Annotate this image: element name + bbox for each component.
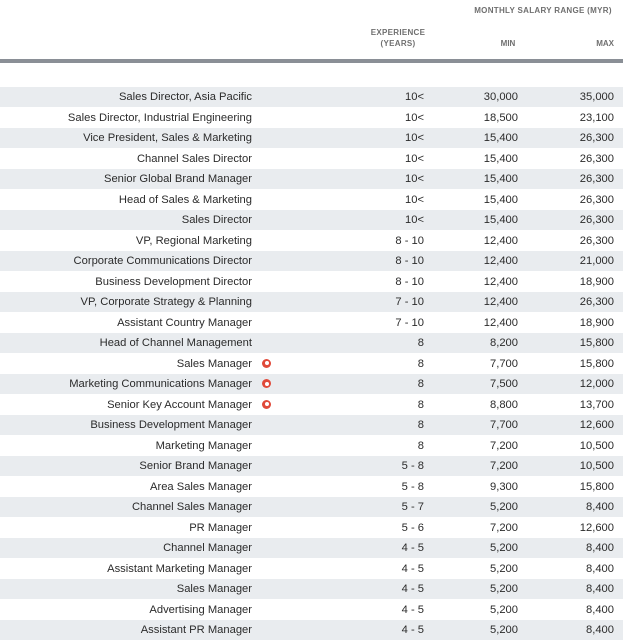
salary-max: 26,300 xyxy=(579,193,614,206)
job-title: Channel Sales Director xyxy=(136,152,252,165)
job-title: Marketing Manager xyxy=(155,439,252,452)
job-title: Senior Brand Manager xyxy=(139,460,252,472)
salary-min: 30,000 xyxy=(483,91,518,103)
salary-min: 9,300 xyxy=(490,480,518,493)
job-title: Sales Director xyxy=(181,214,252,226)
experience-years: 7 - 10 xyxy=(395,316,424,329)
salary-max: 26,300 xyxy=(579,152,614,165)
experience-years: 8 xyxy=(417,357,424,370)
job-title: Marketing Communications Manager xyxy=(69,378,252,390)
salary-min: 12,400 xyxy=(483,275,518,288)
job-title: Corporate Communications Director xyxy=(73,255,252,267)
experience-years: 10< xyxy=(405,111,424,124)
salary-min: 5,200 xyxy=(490,562,518,575)
salary-min: 12,400 xyxy=(483,234,518,247)
salary-min: 12,400 xyxy=(483,296,518,308)
salary-max: 8,400 xyxy=(586,603,614,616)
experience-years: 8 xyxy=(417,419,424,431)
salary-min: 7,700 xyxy=(490,419,518,431)
salary-max: 10,500 xyxy=(579,439,614,452)
table-row xyxy=(0,272,623,293)
salary-max: 8,400 xyxy=(586,562,614,575)
table-row xyxy=(0,456,623,477)
salary-min: 7,500 xyxy=(490,378,518,390)
job-title: Area Sales Manager xyxy=(150,480,252,493)
highlight-marker-cell xyxy=(262,354,274,374)
experience-years: 10< xyxy=(405,173,424,185)
table-row xyxy=(0,210,623,231)
highlight-marker-cell xyxy=(262,395,274,415)
table-row xyxy=(0,87,623,108)
salary-max: 15,800 xyxy=(579,357,614,370)
salary-max: 23,100 xyxy=(579,111,614,124)
table-row xyxy=(0,354,623,375)
job-title: Advertising Manager xyxy=(149,603,252,616)
salary-max: 12,000 xyxy=(579,378,614,390)
experience-years: 8 xyxy=(417,439,424,452)
salary-max: 26,300 xyxy=(579,234,614,247)
salary-min: 12,400 xyxy=(483,255,518,267)
experience-years: 8 - 10 xyxy=(395,255,424,267)
table-row xyxy=(0,579,623,600)
table-row xyxy=(0,497,623,518)
salary-min: 7,700 xyxy=(490,357,518,370)
flag-icon xyxy=(262,379,271,388)
table-row xyxy=(0,128,623,149)
salary-min: 15,400 xyxy=(483,132,518,144)
job-title: Head of Sales & Marketing xyxy=(118,193,252,206)
experience-years: 5 - 7 xyxy=(401,501,424,513)
salary-min: 8,800 xyxy=(490,398,518,411)
job-title: Sales Director, Asia Pacific xyxy=(118,91,252,103)
job-title: Assistant Country Manager xyxy=(117,316,252,329)
salary-max: 21,000 xyxy=(579,255,614,267)
flag-icon xyxy=(262,359,271,368)
table-row xyxy=(0,251,623,272)
job-title: Business Development Director xyxy=(95,275,252,288)
salary-max: 15,800 xyxy=(579,337,614,349)
salary-min: 15,400 xyxy=(483,152,518,165)
job-title: Senior Global Brand Manager xyxy=(103,173,252,185)
salary-min: 7,200 xyxy=(490,460,518,472)
job-title: Head of Channel Management xyxy=(99,337,252,349)
job-title: Assistant Marketing Manager xyxy=(107,562,252,575)
table-row xyxy=(0,415,623,436)
job-title: Channel Sales Manager xyxy=(131,501,252,513)
experience-years: 4 - 5 xyxy=(401,624,424,636)
table-row xyxy=(0,333,623,354)
salary-max: 26,300 xyxy=(579,214,614,226)
table-row xyxy=(0,190,623,211)
salary-min: 8,200 xyxy=(490,337,518,349)
experience-years: 10< xyxy=(405,132,424,144)
salary-max: 12,600 xyxy=(579,521,614,534)
salary-min: 15,400 xyxy=(483,193,518,206)
experience-years: 10< xyxy=(405,193,424,206)
job-title: Channel Manager xyxy=(163,542,252,554)
salary-min: 7,200 xyxy=(490,521,518,534)
table-row xyxy=(0,518,623,539)
experience-years: 4 - 5 xyxy=(401,562,424,575)
experience-years: 8 xyxy=(417,337,424,349)
job-title: PR Manager xyxy=(189,521,252,534)
salary-max: 18,900 xyxy=(579,316,614,329)
table-row xyxy=(0,559,623,580)
table-row xyxy=(0,231,623,252)
experience-years: 10< xyxy=(405,214,424,226)
table-row xyxy=(0,538,623,559)
job-title: Business Development Manager xyxy=(90,419,252,431)
salary-range-header: MONTHLY SALARY RANGE (MYR) xyxy=(474,6,612,15)
salary-min: 5,200 xyxy=(490,603,518,616)
salary-max: 26,300 xyxy=(579,173,614,185)
salary-max: 35,000 xyxy=(579,91,614,103)
job-title: Sales Manager xyxy=(176,357,252,370)
table-row xyxy=(0,600,623,621)
table-row xyxy=(0,292,623,313)
salary-max: 8,400 xyxy=(586,624,614,636)
table-row xyxy=(0,395,623,416)
salary-min: 5,200 xyxy=(490,624,518,636)
header-rule xyxy=(0,59,623,63)
job-title: Sales Manager xyxy=(176,583,252,595)
max-header: MAX xyxy=(596,39,614,48)
experience-years: 8 - 10 xyxy=(395,234,424,247)
salary-min: 7,200 xyxy=(490,439,518,452)
salary-max: 8,400 xyxy=(586,501,614,513)
salary-min: 15,400 xyxy=(483,173,518,185)
table-row xyxy=(0,436,623,457)
table-row xyxy=(0,108,623,129)
experience-years: 10< xyxy=(405,152,424,165)
salary-min: 5,200 xyxy=(490,501,518,513)
salary-min: 12,400 xyxy=(483,316,518,329)
salary-min: 18,500 xyxy=(483,111,518,124)
highlight-marker-cell xyxy=(262,374,274,394)
experience-years: 8 xyxy=(417,378,424,390)
salary-min: 15,400 xyxy=(483,214,518,226)
experience-years: 7 - 10 xyxy=(395,296,424,308)
job-title: Senior Key Account Manager xyxy=(107,398,252,411)
job-title: VP, Regional Marketing xyxy=(135,234,252,247)
experience-years: 4 - 5 xyxy=(401,542,424,554)
salary-max: 12,600 xyxy=(579,419,614,431)
job-title: Sales Director, Industrial Engineering xyxy=(67,111,252,124)
experience-years: 10< xyxy=(405,91,424,103)
salary-max: 26,300 xyxy=(579,132,614,144)
job-title: Assistant PR Manager xyxy=(140,624,252,636)
table-row xyxy=(0,477,623,498)
salary-min: 5,200 xyxy=(490,583,518,595)
experience-years: 5 - 8 xyxy=(401,480,424,493)
salary-max: 10,500 xyxy=(579,460,614,472)
table-row xyxy=(0,169,623,190)
experience-header xyxy=(350,27,446,49)
flag-icon xyxy=(262,400,271,409)
salary-table xyxy=(0,87,623,641)
salary-max: 26,300 xyxy=(579,296,614,308)
table-row xyxy=(0,374,623,395)
salary-max: 8,400 xyxy=(586,583,614,595)
experience-years: 5 - 8 xyxy=(401,460,424,472)
experience-years: 5 - 6 xyxy=(401,521,424,534)
salary-max: 8,400 xyxy=(586,542,614,554)
salary-max: 13,700 xyxy=(579,398,614,411)
experience-header-line1: EXPERIENCE xyxy=(370,28,426,37)
table-row xyxy=(0,149,623,170)
experience-years: 4 - 5 xyxy=(401,603,424,616)
experience-years: 8 - 10 xyxy=(395,275,424,288)
table-row xyxy=(0,620,623,641)
salary-max: 15,800 xyxy=(579,480,614,493)
experience-years: 4 - 5 xyxy=(401,583,424,595)
job-title: VP, Corporate Strategy & Planning xyxy=(80,296,252,308)
experience-header-line2: (YEARS) xyxy=(380,39,416,48)
job-title: Vice President, Sales & Marketing xyxy=(83,132,252,144)
salary-min: 5,200 xyxy=(490,542,518,554)
salary-max: 18,900 xyxy=(579,275,614,288)
experience-years: 8 xyxy=(417,398,424,411)
min-header: MIN xyxy=(500,39,516,48)
table-row xyxy=(0,313,623,334)
